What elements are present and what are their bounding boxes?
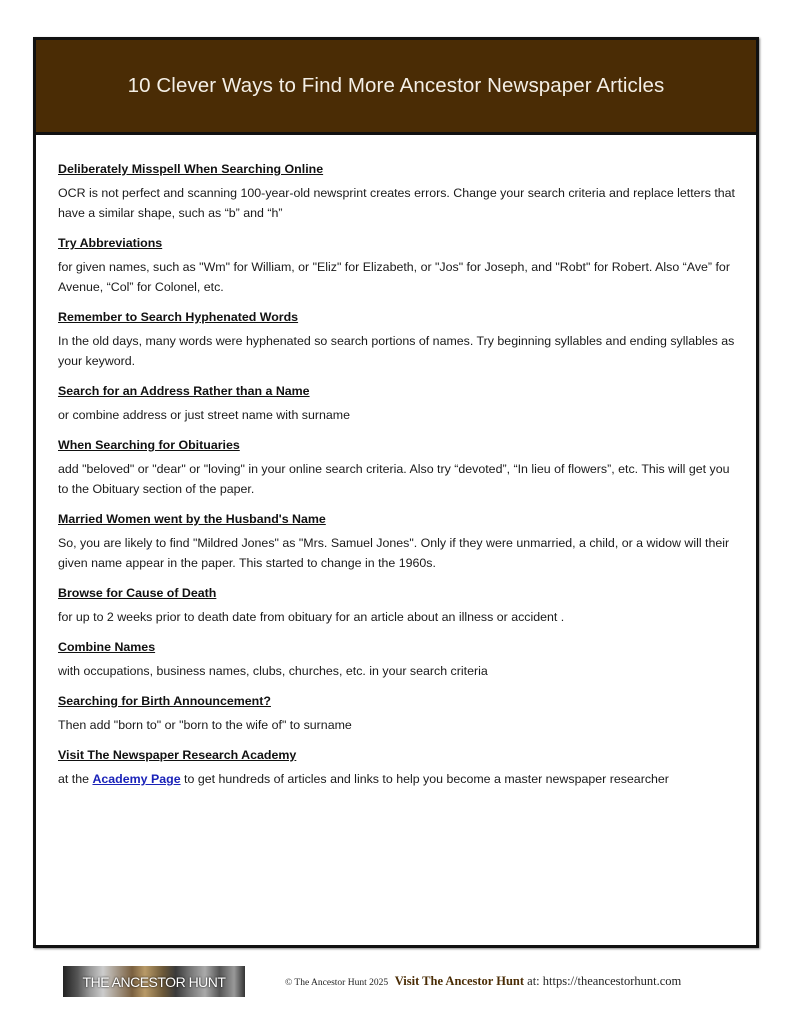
tip-item [58,639,736,681]
tip-heading: Browse for Cause of Death [58,586,217,600]
tip-body: for given names, such as "Wm" for William, or "Eliz" for Elizabeth, or "Jos" for Joseph, and "Robt" for Robert. Also “Ave” for Avenue, “Col” for Colonel, etc. [58,260,730,294]
tip-body: for up to 2 weeks prior to death date from obituary for an article about an illness or accident . [58,610,565,624]
tip-item [58,437,736,499]
tip-heading: Searching for Birth Announcement? [58,694,271,708]
tip-body: OCR is not perfect and scanning 100-year-old newsprint creates errors. Change your search criteria and replace letters that have a similar shape, such as “b” and “h” [58,186,736,220]
tip-item [58,585,736,627]
footer [63,966,743,998]
tip-body: or combine address or just street name with surname [58,408,350,422]
site-url: at: https://theancestorhunt.com [524,974,682,988]
tip-body [58,769,736,789]
academy-page-link[interactable]: Academy Page [92,772,181,786]
tip-body: In the old days, many words were hyphenated so search portions of names. Try beginning syllables and ending syllables as your keyword. [58,334,735,368]
tip-body: with occupations, business names, clubs, churches, etc. in your search criteria [58,664,488,678]
page-title: 10 Clever Ways to Find More Ancestor Newspaper Articles [127,74,665,97]
logo-text: THE ANCESTOR HUNT [82,973,226,990]
footer-text [285,974,681,989]
tip-item [58,747,736,789]
tip-body: So, you are likely to find "Mildred Jones" as "Mrs. Samuel Jones". Only if they were unmarried, a child, or a widow will their given name appear in the paper. This started to change in the 1960s. [58,536,730,570]
page-frame [33,37,759,948]
tip-item [58,693,736,735]
tip-item [58,309,736,371]
tip-body: add "beloved" or "dear" or "loving" in your online search criteria. Also try “devoted”, “In lieu of flowers”, etc. This will get you to the Obituary section of the paper. [58,462,730,496]
tip-item [58,235,736,297]
ancestor-hunt-logo [63,966,245,997]
copyright-notice: © The Ancestor Hunt 2025 [285,978,389,988]
tip-heading: When Searching for Obituaries [58,438,240,452]
tip-body-suffix: to get hundreds of articles and links to help you become a master newspaper researcher [180,772,669,786]
tips-list [58,161,736,801]
tip-heading: Visit The Newspaper Research Academy [58,748,297,762]
tip-item [58,161,736,223]
tip-body-prefix: at the [58,772,93,786]
tip-heading: Try Abbreviations [58,236,163,250]
tip-item [58,383,736,425]
tip-heading: Married Women went by the Husband's Name [58,512,326,526]
tip-item [58,511,736,573]
visit-label: Visit The Ancestor Hunt [394,974,525,988]
title-banner [36,40,756,135]
tip-body: Then add "born to" or "born to the wife of" to surname [58,718,352,732]
tip-heading: Remember to Search Hyphenated Words [58,310,299,324]
tip-heading: Deliberately Misspell When Searching Online [58,162,324,176]
tip-heading: Combine Names [58,640,156,654]
tip-heading: Search for an Address Rather than a Name [58,384,310,398]
